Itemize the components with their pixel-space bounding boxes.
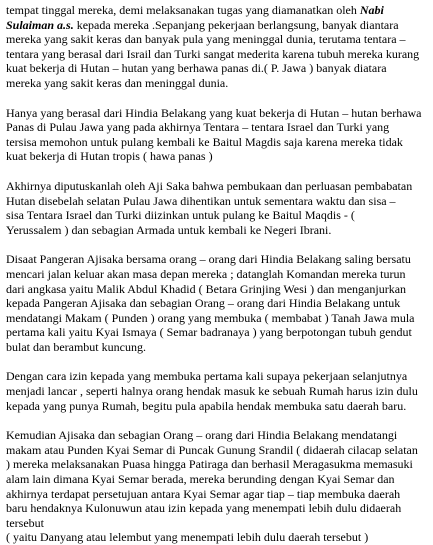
text-run: mereka yang sakit keras dan banyak pula yang meninggal dunia, terutama tentara –: [6, 32, 406, 47]
text-line: [6, 501, 427, 516]
text-run: menjadi lancar , seperti halnya orang hendak masuk ke sebuah Rumah harus izin dulu: [6, 384, 418, 399]
paragraph: [6, 369, 427, 413]
emphasized-name: Nabi: [359, 3, 384, 17]
text-run: Disaat Pangeran Ajisaka bersama orang – orang dari Hindia Belakang saling bersatu: [6, 252, 411, 267]
text-line: [6, 18, 427, 33]
text-line: [6, 340, 427, 355]
text-line: [6, 428, 427, 443]
text-run: tersisa memohon untuk pulang kembali ke Baitul Magdis saja karena mereka tidak: [6, 134, 403, 149]
text-line: [6, 369, 427, 384]
text-run: tempat tinggal mereka, demi melaksanakan tugas yang diamanatkan oleh: [6, 3, 360, 17]
text-run: dari angkasa yaitu Malik Abdul Khadid ( Betara Grinjing Wesi ) dan menganjurkan: [6, 281, 407, 296]
text-line: [6, 530, 427, 545]
text-run: kepada mereka .Sepanjang pekerjaan berlangsung, banyak diantara: [73, 17, 399, 32]
text-run: tentara yang berasal dari Israil dan Turki sangat mederita karena tubuh mereka kurang: [6, 46, 420, 61]
text-line: [6, 384, 427, 399]
text-run: Hutan disebelah selatan Pulau Jawa dihentikan untuk sementara waktu dan sisa –: [6, 193, 396, 208]
text-line: [6, 457, 427, 472]
text-line: [6, 399, 427, 414]
text-line: [6, 325, 427, 340]
text-run: Kemudian Ajisaka dan sebagian Orang – orang dari Hindia Belakang mendatangi: [6, 428, 398, 443]
text-line: [6, 179, 427, 194]
text-line: [6, 194, 427, 209]
text-line: [6, 32, 427, 47]
text-run: makam atau Punden Kyai Semar di Puncak Gunung Srandil ( didaerah cilacap selatan: [6, 442, 418, 457]
paragraph: [6, 3, 427, 91]
text-line: [6, 443, 427, 458]
text-line: [6, 296, 427, 311]
text-line: [6, 282, 427, 297]
paragraph: [6, 428, 427, 545]
text-line: [6, 252, 427, 267]
text-run: Dengan cara izin kepada yang membuka pertama kali supaya pekerjaan selanjutnya: [6, 369, 408, 384]
text-line: [6, 267, 427, 282]
text-run: mencari jalan keluar akan masa depan mereka ; datanglah Komandan mereka turun: [6, 266, 406, 281]
text-run: akhirnya terdapat persetujuan antara Kyai Semar agar tiap – tiap membuka daerah: [6, 486, 401, 501]
text-run: bulat dan berambut kuncung.: [6, 339, 146, 354]
text-run: sisa Tentara Israel dan Turki diizinkan untuk pulang ke Baitul Maqdis - (: [6, 208, 355, 223]
text-line: [6, 487, 427, 502]
text-run: kuat bekerja di Hutan – hutan yang berhawa panas di.( P. Jawa ) banyak diatara: [6, 61, 387, 76]
text-run: pertama kali yaitu Kyai Ismaya ( Semar badranaya ) yang berpotongan tubuh gendut: [6, 325, 412, 340]
text-run: mendatangi Makam ( Punden ) orang yang membuka ( membabat ) Tanah Jawa mula: [6, 310, 415, 325]
text-run: mereka yang sakit keras dan meninggal dunia.: [6, 75, 229, 90]
text-run: kepada yang punya Rumah, begitu pula apabila hendak membuka satu daerah baru.: [6, 398, 407, 413]
text-run: ) mereka melaksanakan Puasa hingga Patiraga dan berhasil Meragasukma memasuki: [6, 457, 413, 472]
text-line: [6, 149, 427, 164]
text-line: [6, 208, 427, 223]
emphasized-name: Sulaiman a.s.: [6, 17, 74, 32]
text-run: Akhirnya diputuskanlah oleh Aji Saka bahwa pembukaan dan perluasan pembabatan: [6, 178, 413, 193]
text-run: baru hendaknya Kulonuwun atau izin kepada yang menempati lebih dulu didaerah: [6, 501, 402, 516]
text-line: [6, 106, 427, 121]
text-run: ( yaitu Danyang atau lelembut yang menempati lebih dulu daerah tersebut ): [6, 530, 369, 545]
text-line: [6, 61, 427, 76]
text-line: [6, 135, 427, 150]
text-run: alam lain dimana Kyai Semar berada, mereka berunding dengan Kyai Semar dan: [6, 472, 395, 487]
text-line: [6, 223, 427, 238]
paragraph: [6, 106, 427, 164]
text-line: [6, 311, 427, 326]
text-run: Hanya yang berasal dari Hindia Belakang yang kuat bekerja di Hutan – hutan berhawa: [6, 105, 422, 120]
text-line: [6, 76, 427, 91]
text-run: kepada Pangeran Ajisaka dan sebagian Orang – orang dari Hindia Belakang untuk: [6, 296, 401, 311]
text-line: [6, 120, 427, 135]
paragraph: [6, 252, 427, 354]
text-line: [6, 516, 427, 531]
text-run: kuat bekerja di Hutan tropis ( hawa panas ): [6, 149, 213, 164]
paragraph: [6, 179, 427, 237]
text-line: [6, 472, 427, 487]
text-run: tersebut: [6, 515, 44, 530]
text-run: Yerussalem ) dan sebagian Armada untuk kembali ke Negeri Ibrani.: [6, 222, 332, 237]
text-run: Panas di Pulau Jawa yang pada akhirnya Tentara – tentara Israel dan Turki yang: [6, 120, 390, 135]
text-line: [6, 3, 427, 18]
text-line: [6, 47, 427, 62]
